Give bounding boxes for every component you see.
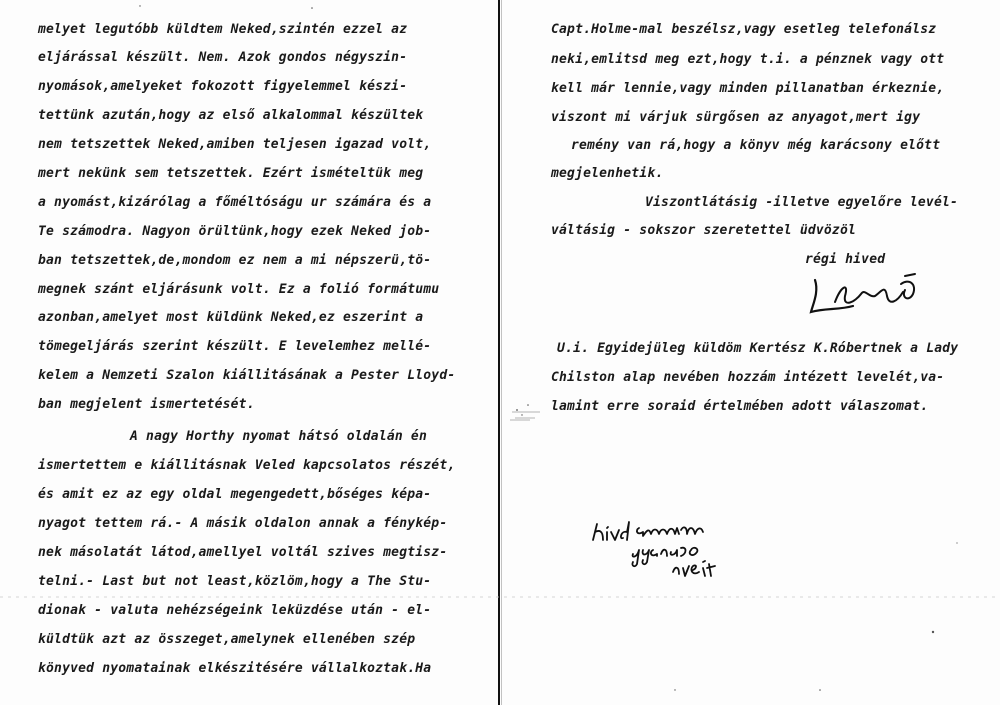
postscript-line: U.i. Egyidejüleg küldöm Kertész K.Róbertnek a Lady [557,341,959,356]
text-line: melyet legutóbb küldtem Neked,szintén ezzel az [38,22,408,37]
postscript-line: lamint erre soraid értelmében adott válaszomat. [551,399,929,414]
text-line: nek másolatát látod,amellyel voltál szives megtisz- [38,545,448,560]
text-line: tettünk azután,hogy az első alkalommal készültek [38,108,424,123]
text-line: azonban,amelyet most küldünk Neked,ez eszerint a [38,310,424,325]
text-line: küldtük azt az összeget,amelynek ellenében szép [38,632,416,647]
handwritten-note [589,518,739,598]
text-line: nyomások,amelyeket fokozott figyelemmel készi- [38,79,408,94]
text-line: megjelenhetik. [551,166,664,181]
text-line: remény van rá,hogy a könyv még karácsony előtt [571,138,941,153]
text-line: a nyomást,kizárólag a főméltóságu ur számára és a [38,195,432,210]
page-fold [498,0,500,705]
text-line: Capt.Holme-mal beszélsz,vagy esetleg telefonálsz [551,22,937,37]
text-line: könyved nyomatainak elkészitésére vállalkoztak.Ha [38,661,432,676]
text-line: megnek szánt eljárásunk volt. Ez a folió formátumu [38,282,440,297]
handwritten-signature [805,272,935,320]
page-fold-shadow [501,0,502,705]
text-line: viszont mi várjuk sürgősen az anyagot,mert igy [551,110,921,125]
text-line: dionak - valuta nehézségeink leküzdése után - el- [38,603,432,618]
text-line: kell már lennie,vagy minden pillanatban érkeznie, [551,81,945,96]
text-line: Te számodra. Nagyon örültünk,hogy ezek Neked job- [38,224,432,239]
text-line: ban tetszettek,de,mondom ez nem a mi népszerü,tö- [38,253,432,268]
postscript-line: Chilston alap nevében hozzám intézett levelét,va- [551,370,945,385]
text-line: eljárással készült. Nem. Azok gondos négyszin- [38,50,408,65]
salutation: régi hived [805,252,886,267]
text-line: neki,emlitsd meg ezt,hogy t.i. a pénznek vagy ott [551,52,945,67]
text-line: mert nekünk sem tetszettek. Ezért ismételtük meg [38,166,424,181]
text-line: ismertettem e kiállitásnak Veled kapcsolatos részét, [38,458,456,473]
text-line: és amit ez az egy oldal megengedett,bőséges képa- [38,487,432,502]
closing-line: váltásig - sokszor szeretettel üdvözöl [551,223,857,238]
text-line: nem tetszettek Neked,amiben teljesen igazad volt, [38,137,432,152]
text-line: nyagot tettem rá.- A másik oldalon annak a fénykép- [38,516,448,531]
text-line: tömegeljárás szerint készült. E levelemhez mellé- [38,339,432,354]
text-line: kelem a Nemzeti Szalon kiállitásának a Pester Lloyd- [38,368,456,383]
text-line: telni.- Last but not least,közlöm,hogy a The Stu- [38,574,432,589]
text-line: A nagy Horthy nyomat hátsó oldalán én [130,429,427,444]
text-line: ban megjelent ismertetését. [38,397,255,412]
closing-line: Viszontlátásig -illetve egyelőre levél- [645,195,959,210]
